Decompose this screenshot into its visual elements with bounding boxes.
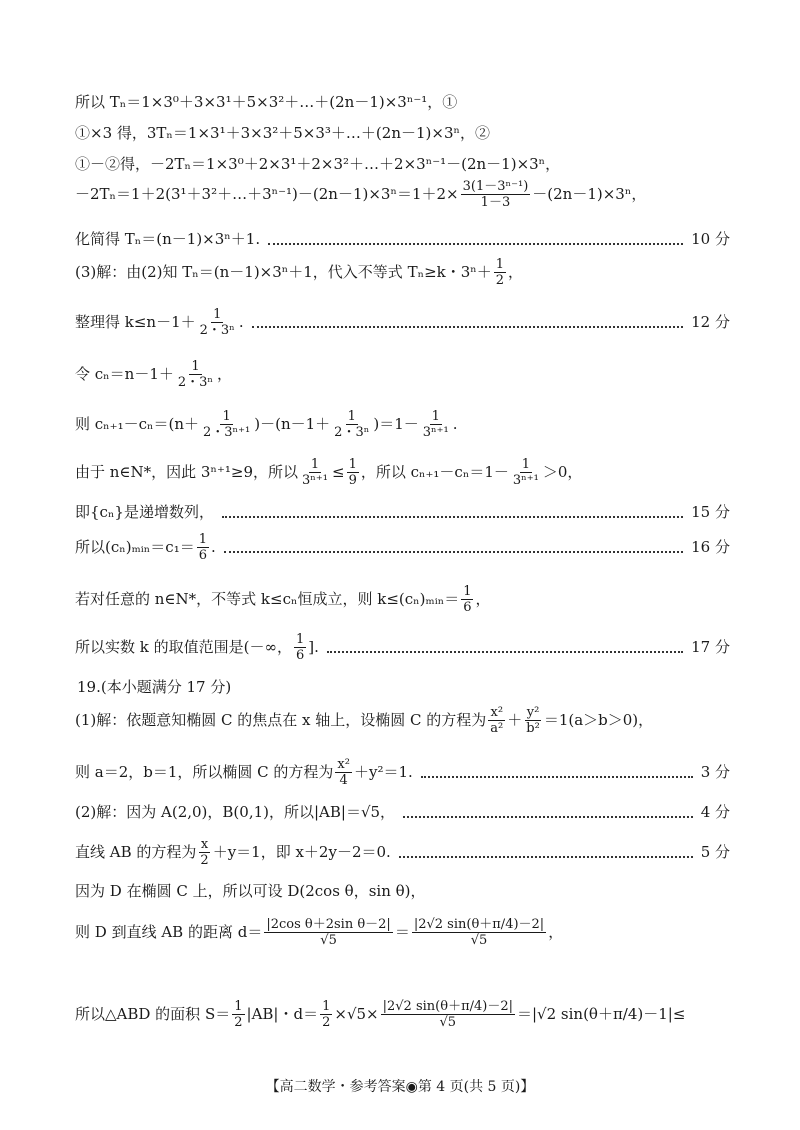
fraction: $\frac{1}{\text{2・3ⁿ}}$ — [334, 409, 370, 440]
dot-leader — [268, 243, 683, 245]
problem-19-header: 19.(本小题满分 17 分) — [77, 678, 232, 696]
fraction: $\frac{1}{\text{3ⁿ⁺¹}}$ — [302, 457, 328, 488]
line-2: ①×3 得，3Tₙ＝1×3¹＋3×3²＋5×3³＋…＋(2n－1)×3ⁿ，② — [75, 124, 490, 142]
line-1: 所以 Tₙ＝1×3⁰＋3×3¹＋5×3²＋…＋(2n－1)×3ⁿ⁻¹，① — [75, 93, 458, 111]
line-9: 则 cₙ₊₁－cₙ＝ (n＋ $\frac{1}{\text{2・3ⁿ⁺¹}}$ )－(n－1＋ $\frac{1}{\text{2・3ⁿ}}$ )＝1－ $\frac{1}{\text{3ⁿ⁺¹}}$ . — [75, 409, 458, 440]
fraction: $\frac{x}{2}$ — [200, 837, 209, 868]
fraction: $\frac{1}{6}$ — [296, 632, 305, 663]
fraction: $\frac{1}{2}$ — [495, 257, 505, 288]
score-label: 16 分 — [691, 538, 730, 556]
fraction: $\frac{1}{2}$ — [322, 999, 331, 1030]
line-3: ①－②得，－2Tₙ＝1×3⁰＋2×3¹＋2×3²＋…＋2×3ⁿ⁻¹－(2n－1)×3ⁿ， — [75, 155, 561, 173]
line-17: 则 a＝2，b＝1，所以椭圆 C 的方程为 $\frac{\text{x²}}{4}$ ＋y²＝1. 3 分 — [75, 757, 730, 788]
line-18: (2)解：因为 A(2,0)，B(0,1)，所以|AB|＝√5， 4 分 — [75, 803, 730, 821]
line-8: 令 cₙ＝n－1＋ $\frac{1}{\text{2・3ⁿ}}$ ， — [75, 359, 233, 390]
score-label: 4 分 — [700, 803, 730, 821]
line-6: (3)解：由(2)知 Tₙ＝(n－1)×3ⁿ＋1，代入不等式 Tₙ≥k・3ⁿ＋ $\frac{1}{2}$ ， — [75, 257, 524, 288]
fraction: $\frac{\text{y²}}{\text{b²}}$ — [526, 705, 540, 736]
fraction: $\frac{1}{6}$ — [198, 532, 207, 563]
line-4: －2Tₙ＝1＋2(3¹＋3²＋…＋3ⁿ⁻¹)－(2n－1)×3ⁿ＝1＋2× $\frac{\text{3(1－3ⁿ⁻¹)}}{1-3}$ －(2n－1)×3ⁿ， — [75, 179, 647, 210]
line-19: 直线 AB 的方程为 $\frac{x}{2}$ ＋y＝1，即 x＋2y－2＝0. 5 分 — [75, 837, 730, 868]
line-13: 若对任意的 n∈N*，不等式 k≤cₙ恒成立，则 k≤(cₙ)ₘᵢₙ＝ $\frac{1}{6}$ ， — [75, 584, 491, 615]
score-label: 12 分 — [691, 313, 730, 331]
fraction: $\frac{1}{\text{3ⁿ⁺¹}}$ — [512, 457, 539, 488]
fraction: $\frac{|2√2 \sin(\theta+\pi/4)-2|}{√5}$ — [413, 917, 545, 948]
dot-leader — [327, 651, 683, 653]
line-11: 即{cₙ}是递增数列， 15 分 — [75, 503, 730, 521]
fraction: $\frac{1}{\text{2・3ⁿ⁺¹}}$ — [203, 409, 251, 440]
fraction: $\frac{1}{9}$ — [348, 457, 357, 488]
line-12: 所以(cₙ)ₘᵢₙ＝c₁＝ $\frac{1}{6}$ . 16 分 — [75, 532, 730, 563]
fraction: $\frac{1}{\text{2・3ⁿ}}$ — [177, 359, 214, 390]
line-14: 所以实数 k 的取值范围是 (－∞， $\frac{1}{6}$ ]. 17 分 — [75, 632, 730, 663]
dot-leader — [421, 776, 693, 778]
line-22: 所以△ABD 的面积 S＝ $\frac{1}{2}$ |AB|・d＝ $\frac{1}{2}$ ×√5× $\frac{|2√2 \sin(\theta+\pi/4)-2|}{√5}$ ＝|√2 sin(θ＋π/4)－1|≤ — [75, 999, 686, 1030]
dot-leader — [224, 551, 683, 553]
line-16: (1)解：依题意知椭圆 C 的焦点在 x 轴上，设椭圆 C 的方程为 $\frac{\text{x²}}{\text{a²}}$ ＋ $\frac{\text{y²}}{\text{b²}}$ ＝1(a＞b＞0)， — [75, 705, 654, 736]
line-7: 整理得 k≤n－1＋ $\frac{1}{\text{2・3ⁿ}}$ . 12 分 — [75, 307, 730, 338]
score-label: 10 分 — [691, 230, 730, 248]
dot-leader — [252, 326, 684, 328]
fraction: $\frac{1}{\text{2・3ⁿ}}$ — [199, 307, 235, 338]
fraction: $\frac{\text{x²}}{\text{a²}}$ — [490, 705, 504, 736]
fraction: $\frac{|2√2 \sin(\theta+\pi/4)-2|}{√5}$ — [382, 999, 513, 1030]
fraction: $\frac{\text{x²}}{4}$ — [337, 757, 350, 788]
score-label: 3 分 — [700, 763, 730, 781]
fraction: $\frac{1}{6}$ — [463, 584, 472, 615]
dot-leader — [399, 856, 693, 858]
score-label: 5 分 — [700, 843, 730, 861]
fraction: $\frac{1}{2}$ — [234, 999, 243, 1030]
line-5: 化简得 Tₙ＝(n－1)×3ⁿ＋1. 10 分 — [75, 230, 730, 248]
page-footer: 【高二数学・参考答案◉第 4 页(共 5 页)】 — [265, 1079, 535, 1095]
line-21: 则 D 到直线 AB 的距离 d＝ $\frac{\text{|2cos θ＋2sin θ－2|}}{√5}$ ＝ $\frac{|2√2 \sin(\theta+\pi/4)-2|}{√5}$ ， — [75, 917, 564, 948]
score-label: 15 分 — [691, 503, 730, 521]
dot-leader — [403, 816, 693, 818]
line-10: 由于 n∈N*，因此 3ⁿ⁺¹≥9，所以 $\frac{1}{\text{3ⁿ⁺¹}}$ ≤ $\frac{1}{9}$ ，所以 cₙ₊₁－cₙ＝1－ $\frac{1}{\text{3ⁿ⁺¹}}$ ＞0， — [75, 457, 583, 488]
dot-leader — [222, 516, 683, 518]
line-20: 因为 D 在椭圆 C 上，所以可设 D(2cos θ，sin θ)， — [75, 882, 426, 900]
score-label: 17 分 — [691, 638, 730, 656]
fraction: $\frac{\text{3(1－3ⁿ⁻¹)}}{1-3}$ — [462, 179, 529, 210]
fraction: $\frac{\text{|2cos θ＋2sin θ－2|}}{√5}$ — [266, 917, 391, 948]
fraction: $\frac{1}{\text{3ⁿ⁺¹}}$ — [422, 409, 449, 440]
